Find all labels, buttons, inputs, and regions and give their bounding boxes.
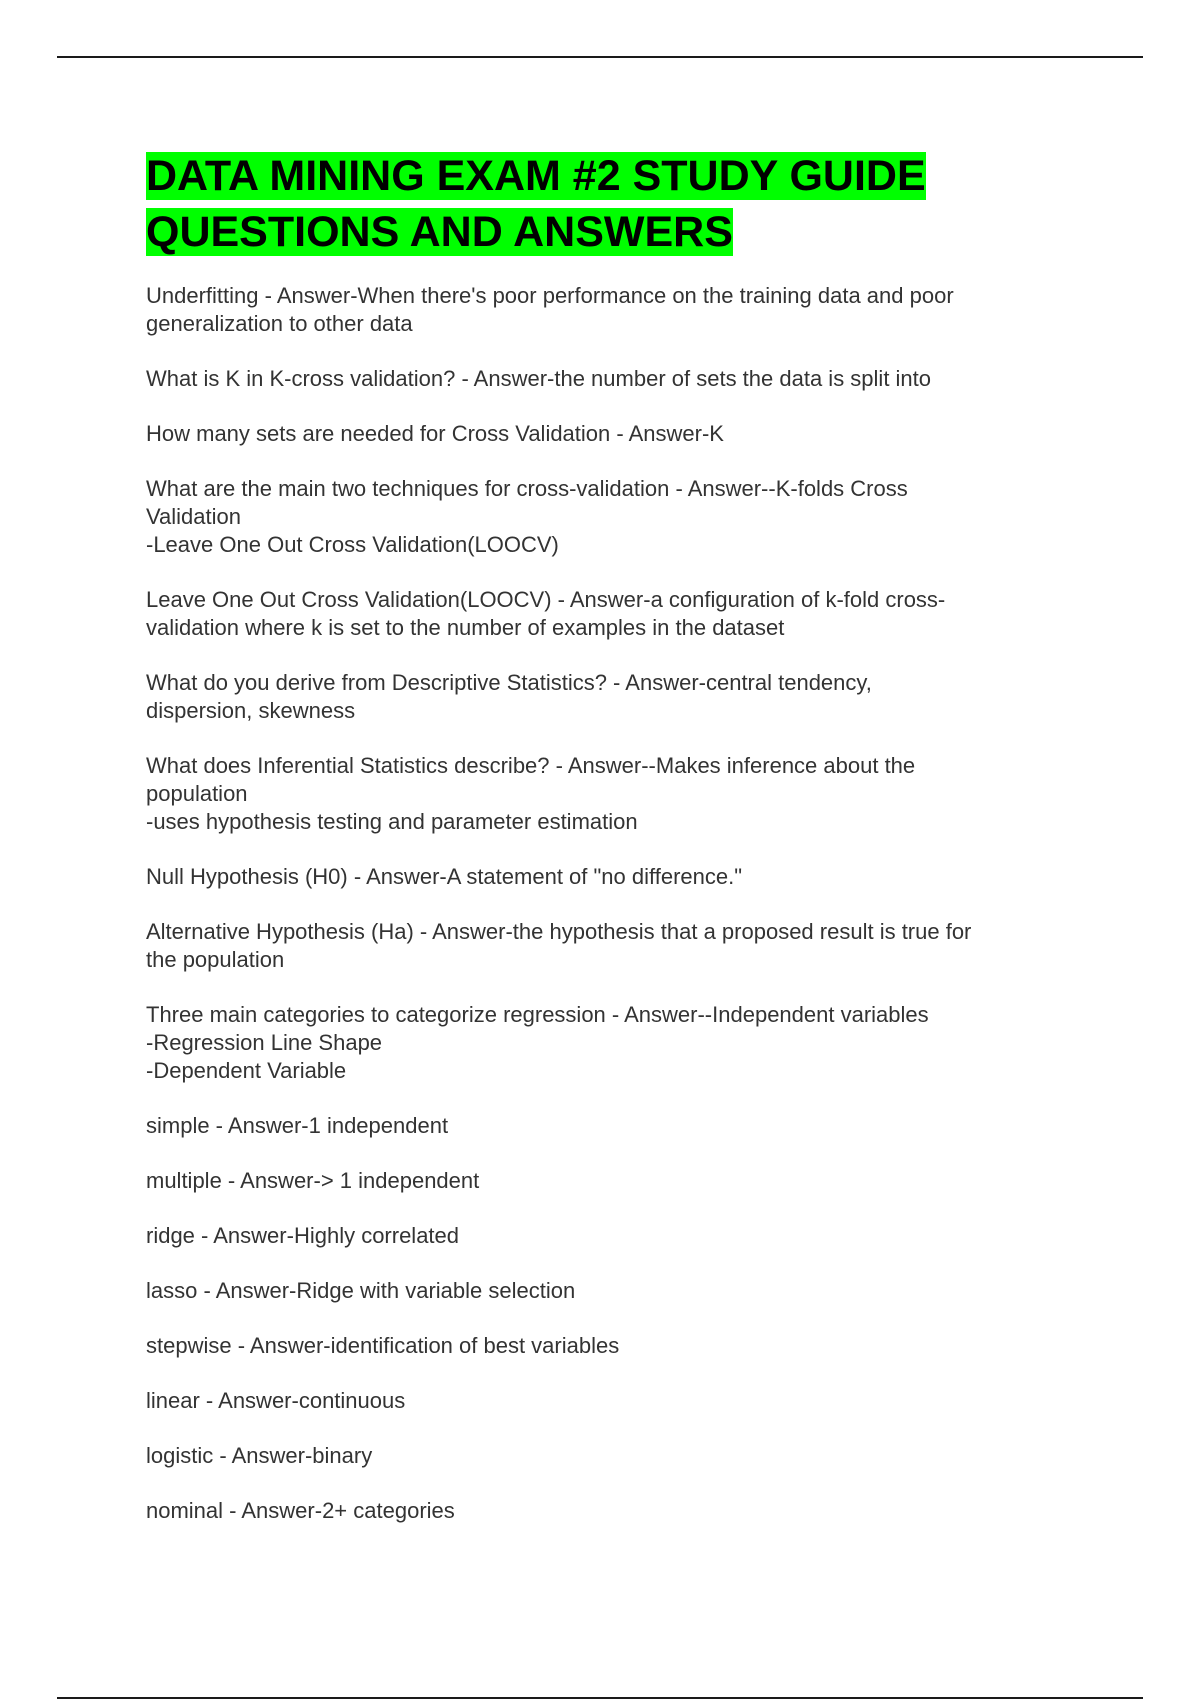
qa-line: population [146,781,248,806]
qa-line: Underfitting - Answer-When there's poor performance on the training data and poor [146,283,954,308]
qa-line: lasso - Answer-Ridge with variable selection [146,1278,576,1303]
qa-entry-cv-techniques [146,475,1076,559]
qa-line: What are the main two techniques for cross-validation - Answer--K-folds Cross [146,476,908,501]
qa-entry-underfitting [146,282,1076,338]
qa-entry-loocv [146,586,1076,642]
qa-entry-logistic [146,1442,1076,1470]
qa-line: validation where k is set to the number of examples in the dataset [146,615,785,640]
title-line-1: DATA MINING EXAM #2 STUDY GUIDE [146,152,926,200]
document-body [146,148,1076,1552]
qa-entry-ridge [146,1222,1076,1250]
qa-entry-regression-categories [146,1001,1076,1085]
qa-line: Null Hypothesis (H0) - Answer-A statement of "no difference." [146,864,743,889]
top-rule [57,56,1143,58]
qa-line: -uses hypothesis testing and parameter estimation [146,809,638,834]
qa-line: -Dependent Variable [146,1058,347,1083]
qa-entry-stepwise [146,1332,1076,1360]
qa-entry-multiple [146,1167,1076,1195]
qa-entry-nominal [146,1497,1076,1525]
document-title [146,148,1076,260]
qa-entry-alternative-hypothesis [146,918,1076,974]
qa-line: nominal - Answer-2+ categories [146,1498,455,1523]
qa-line: logistic - Answer-binary [146,1443,373,1468]
qa-line: linear - Answer-continuous [146,1388,406,1413]
qa-entry-lasso [146,1277,1076,1305]
qa-entry-descriptive-statistics [146,669,1076,725]
title-line-2: QUESTIONS AND ANSWERS [146,208,733,256]
qa-line: What do you derive from Descriptive Statistics? - Answer-central tendency, [146,670,872,695]
qa-line: generalization to other data [146,311,413,336]
qa-entry-linear [146,1387,1076,1415]
qa-entry-null-hypothesis [146,863,1076,891]
qa-line: the population [146,947,285,972]
qa-entry-sets-needed [146,420,1076,448]
qa-line: multiple - Answer-> 1 independent [146,1168,480,1193]
qa-entry-simple [146,1112,1076,1140]
qa-line: What does Inferential Statistics describe? - Answer--Makes inference about the [146,753,916,778]
qa-line: What is K in K-cross validation? - Answer-the number of sets the data is split into [146,366,932,391]
qa-line: Leave One Out Cross Validation(LOOCV) - Answer-a configuration of k-fold cross- [146,587,946,612]
qa-line: -Leave One Out Cross Validation(LOOCV) [146,532,559,557]
qa-line: -Regression Line Shape [146,1030,383,1055]
qa-line: simple - Answer-1 independent [146,1113,449,1138]
qa-entry-k-in-cross-validation [146,365,1076,393]
qa-line: Alternative Hypothesis (Ha) - Answer-the hypothesis that a proposed result is true for [146,919,972,944]
qa-line: ridge - Answer-Highly correlated [146,1223,460,1248]
qa-line: stepwise - Answer-identification of best variables [146,1333,620,1358]
qa-line: Three main categories to categorize regression - Answer--Independent variables [146,1002,929,1027]
qa-line: How many sets are needed for Cross Validation - Answer-K [146,421,724,446]
qa-line: Validation [146,504,241,529]
bottom-rule [57,1697,1143,1699]
qa-line: dispersion, skewness [146,698,356,723]
qa-entry-inferential-statistics [146,752,1076,836]
